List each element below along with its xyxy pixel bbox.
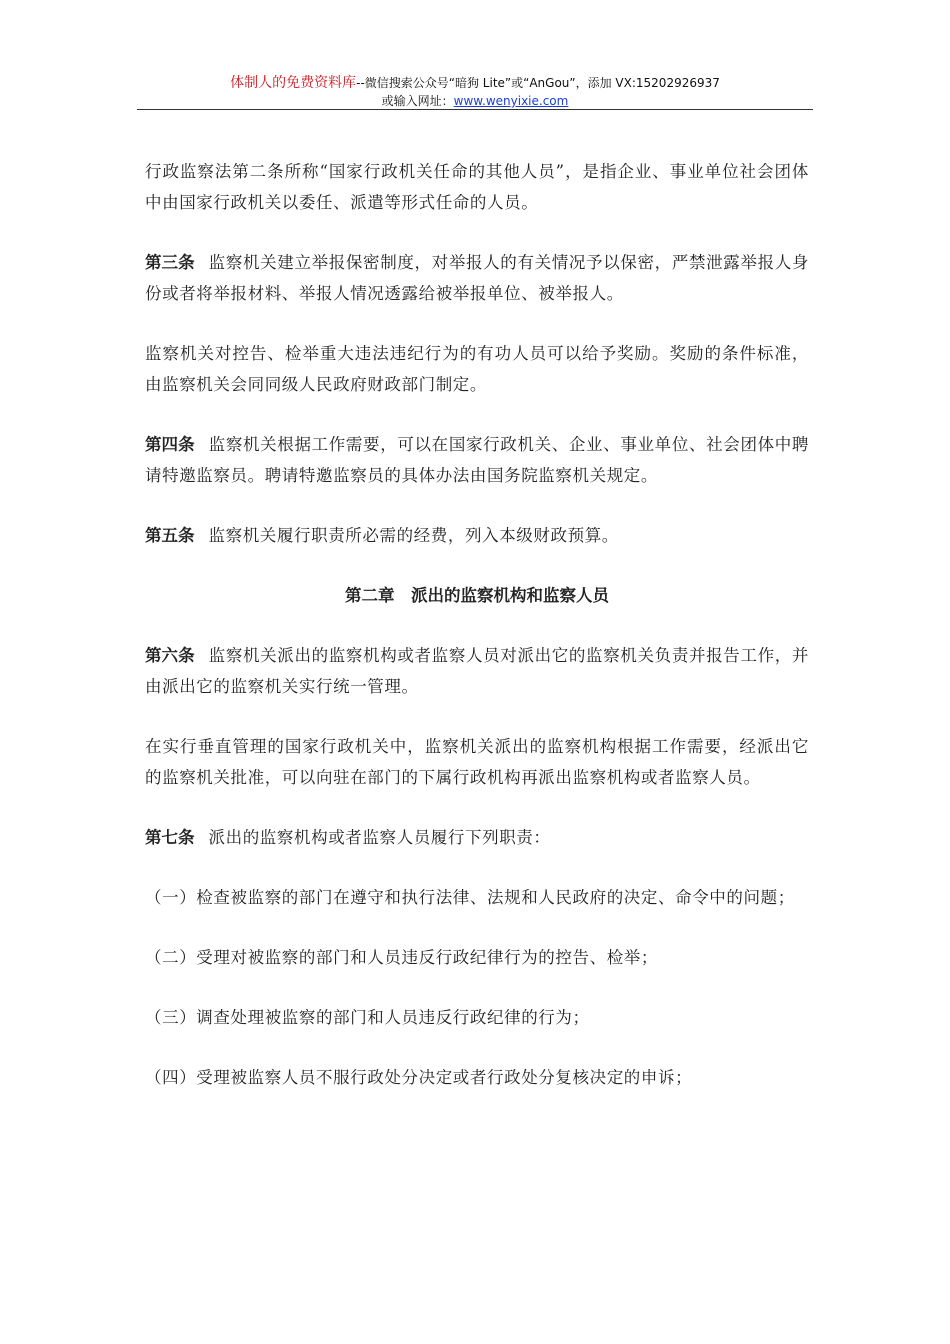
article-6: [145, 640, 809, 702]
article-label: 第五条: [145, 526, 195, 545]
header-divider: [137, 109, 813, 110]
paragraph: 监察机关对控告、检举重大违法违纪行为的有功人员可以给予奖励。奖励的条件标准，由监察机关会同同级人民政府财政部门制定。: [145, 344, 809, 394]
article-text: 监察机关派出的监察机构或者监察人员对派出它的监察机关负责并报告工作，并由派出它的监察机关实行统一管理。: [145, 646, 810, 696]
list-item: （四）受理被监察人员不服行政处分决定或者行政处分复核决定的申诉；: [145, 1068, 693, 1087]
article-4: [145, 429, 809, 491]
article-3: [145, 247, 809, 309]
article-label: 第四条: [145, 435, 195, 454]
list-item: （三）调查处理被监察的部门和人员违反行政纪律的行为；: [145, 1008, 590, 1027]
paragraph: 在实行垂直管理的国家行政机关中，监察机关派出的监察机构根据工作需要，经派出它的监察机关批准，可以向驻在部门的下属行政机构再派出监察机构或者监察人员。: [145, 737, 809, 787]
article-5: [145, 520, 809, 551]
document-body: [145, 156, 809, 1122]
brand-title: 体制人的免费资料库: [230, 75, 357, 91]
paragraph: 行政监察法第二条所称“国家行政机关任命的其他人员”，是指企业、事业单位社会团体中由国家行政机关以委任、派遣等形式任命的人员。: [145, 162, 809, 212]
article-label: 第六条: [145, 646, 195, 665]
header-line-2: [137, 92, 813, 110]
list-item: （二）受理对被监察的部门和人员违反行政纪律行为的控告、检举；: [145, 948, 658, 967]
article-text: 派出的监察机构或者监察人员履行下列职责：: [208, 828, 551, 847]
website-link[interactable]: www.wenyixie.com: [453, 94, 569, 108]
article-7: [145, 822, 809, 853]
page-header: [137, 74, 813, 110]
article-text: 监察机关根据工作需要，可以在国家行政机关、企业、事业单位、社会团体中聘请特邀监察员。聘请特邀监察员的具体办法由国务院监察机关规定。: [145, 435, 810, 485]
header-contact: --微信搜索公众号“暗狗 Lite”或“AnGou”，添加 VX:15202926937: [356, 76, 720, 90]
header-line-1: [137, 74, 813, 92]
article-text: 监察机关建立举报保密制度，对举报人的有关情况予以保密，严禁泄露举报人身份或者将举报材料、举报人情况透露给被举报单位、被举报人。: [145, 253, 810, 303]
article-text: 监察机关履行职责所必需的经费，列入本级财政预算。: [208, 526, 619, 545]
article-label: 第三条: [145, 253, 195, 272]
article-label: 第七条: [145, 828, 195, 847]
url-label: 或输入网址：: [381, 94, 454, 108]
chapter-heading: 第二章 派出的监察机构和监察人员: [345, 586, 609, 605]
list-item: （一）检查被监察的部门在遵守和执行法律、法规和人民政府的决定、命令中的问题；: [145, 888, 795, 907]
